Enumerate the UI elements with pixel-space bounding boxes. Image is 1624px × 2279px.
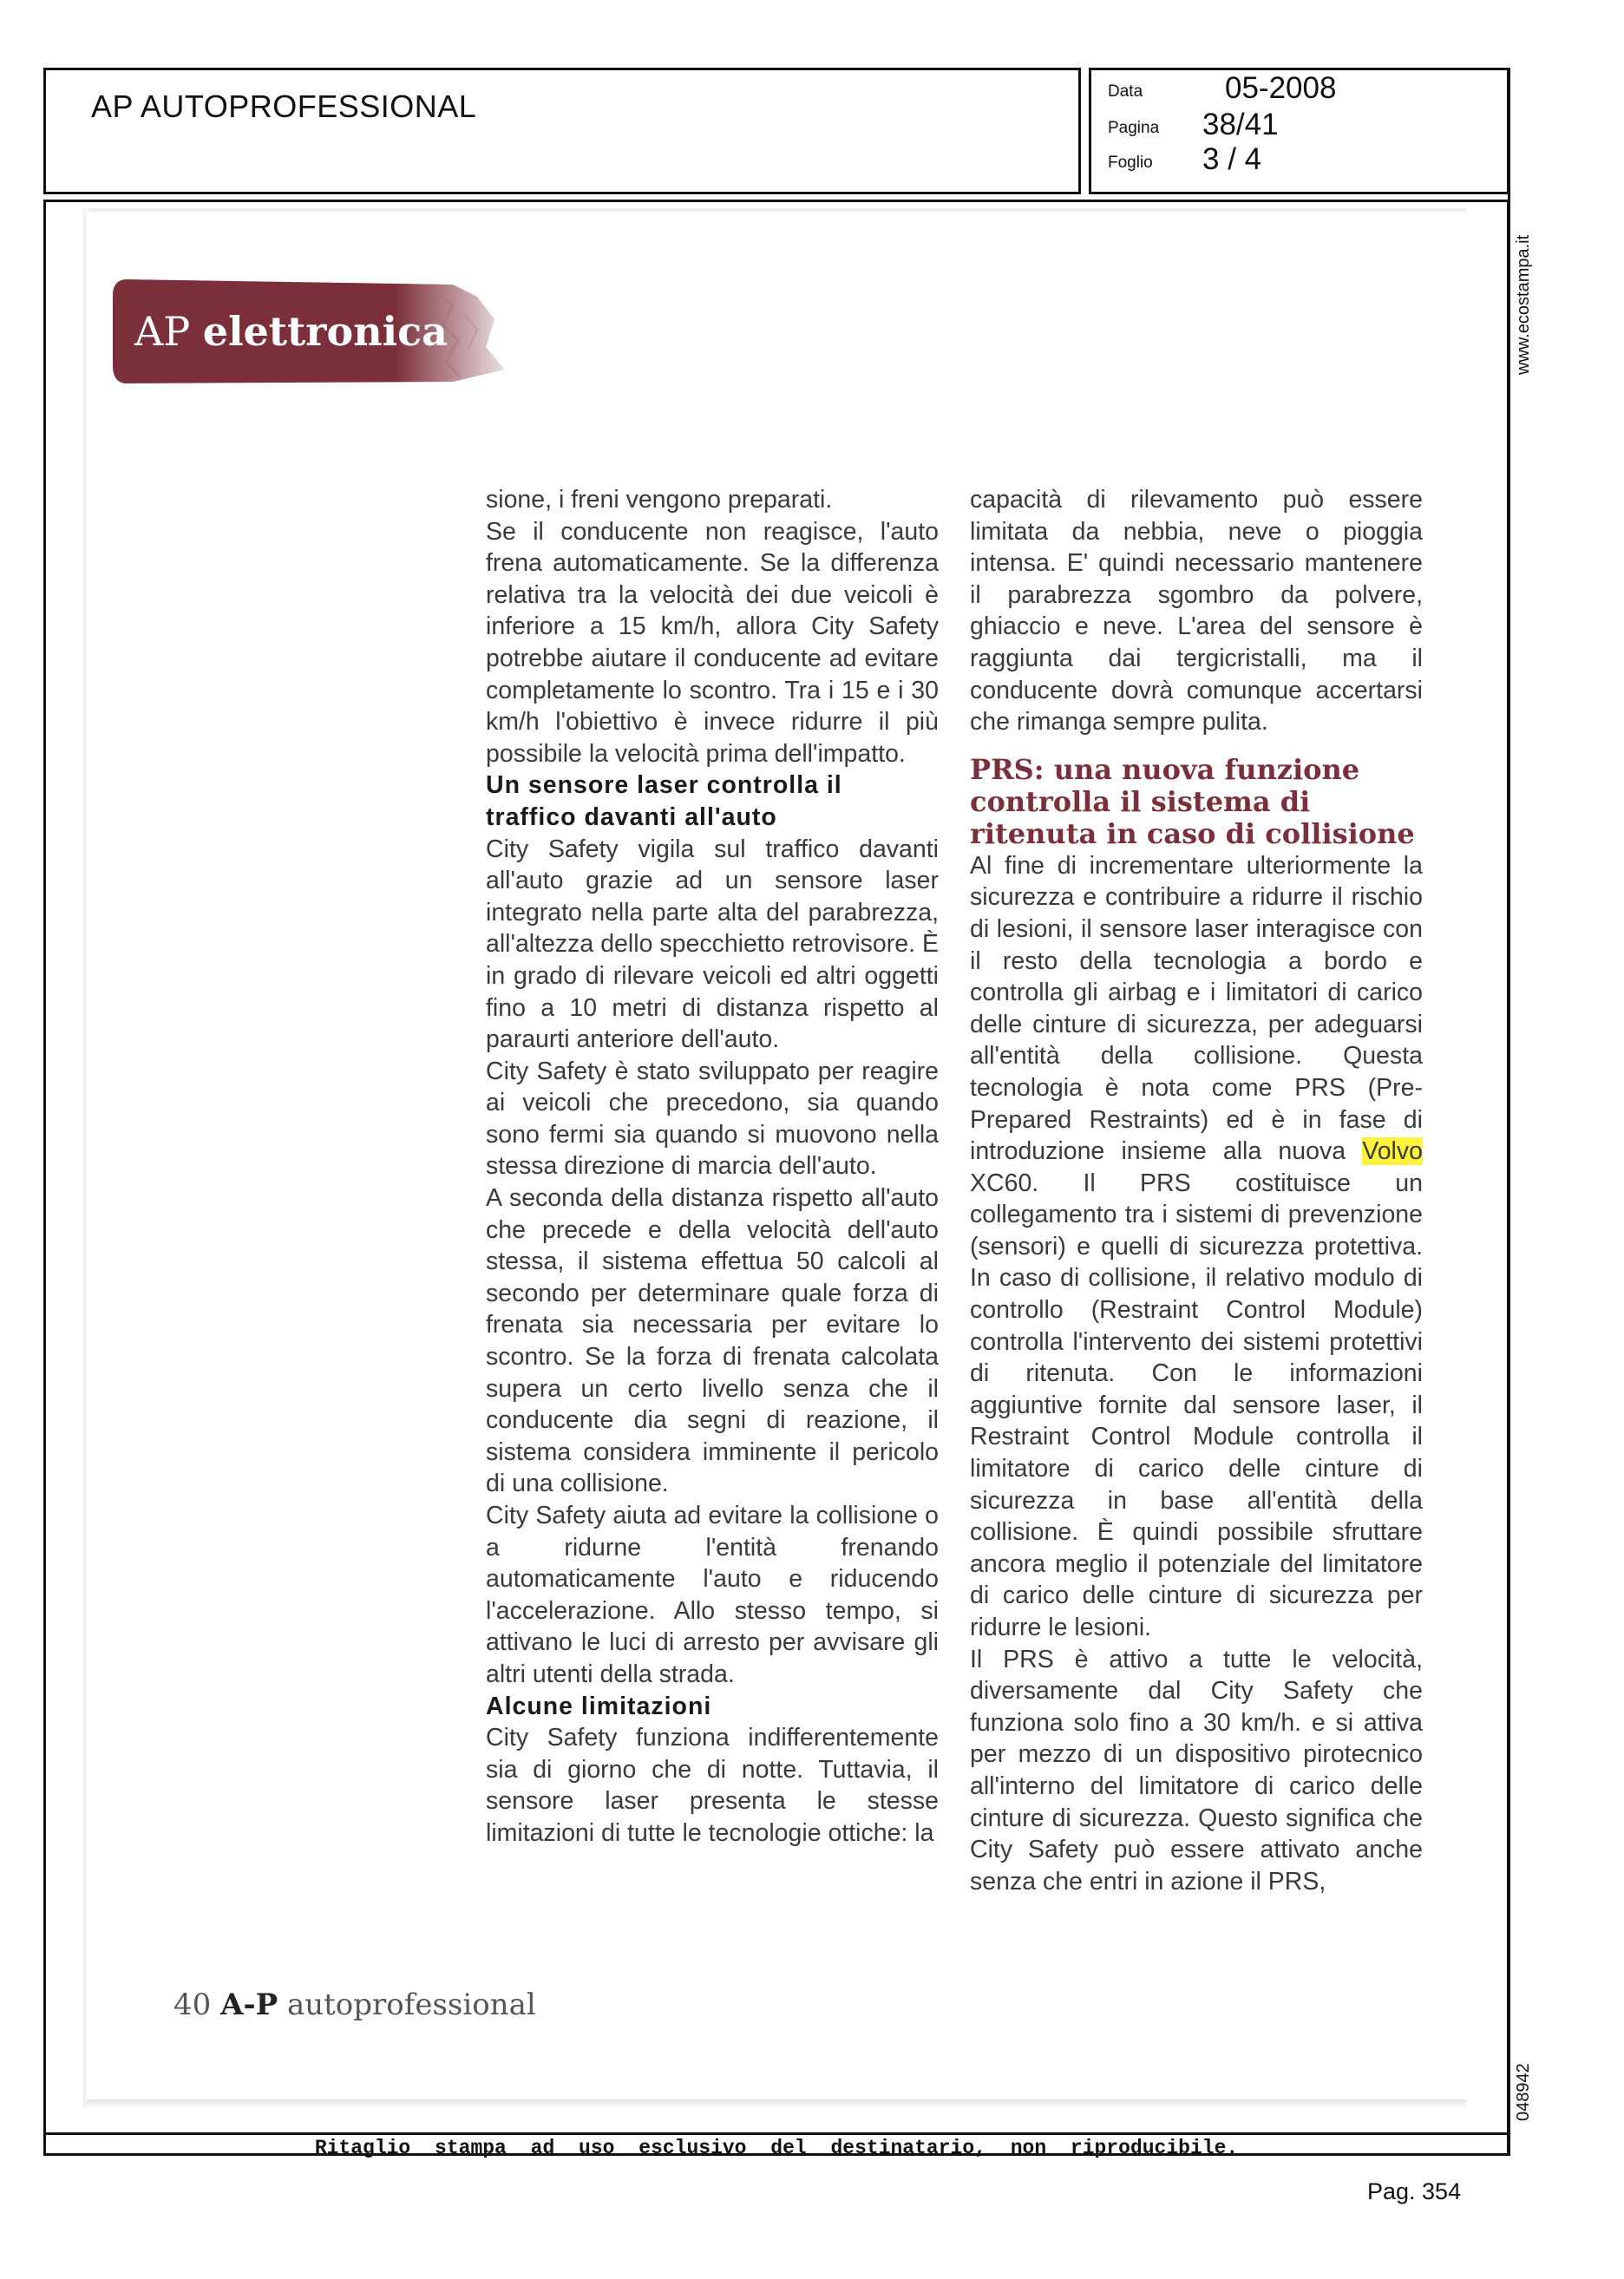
foglio-label: Foglio bbox=[1108, 154, 1153, 172]
subheading-prs: PRS: una nuova funzione controlla il sistema di ritenuta in caso di collisione bbox=[970, 752, 1415, 850]
highlighted-keyword: Volvo bbox=[1362, 1137, 1423, 1166]
article-left-column bbox=[486, 484, 939, 1850]
paragraph: sione, i freni vengono preparati. bbox=[486, 486, 833, 514]
paragraph: Se il conducente non reagisce, l'auto frena automaticamente. Se la differenza relativa tra la velocità dei due veicoli è inferiore a 15 km/h, allora City Safety potrebbe aiutare il conducente ad evitare completamente lo scontro. Tra i 15 e i 30 km/h l'obiettivo è invece ridurre il più possibile la velocità prima dell'impatto. bbox=[486, 517, 939, 768]
paragraph-text: Al fine di incrementare ulteriormente la sicurezza e contribuire a ridurre il rischio di lesioni, il sensore laser interagisce con il resto della tecnologia a bordo e controlla gli airbag e i limitatori di carico delle cinture di sicurezza, per adeguarsi all'entità della collisione. Questa tecnologia è nota come PRS (Pre-Prepared Restraints) ed è in fase di introduzione insieme alla nuova bbox=[970, 851, 1423, 1166]
paragraph: capacità di rilevamento può essere limitata da nebbia, neve o pioggia intensa. E' quindi necessario mantenere il parabrezza sgombro da polvere, ghiaccio e neve. L'area del sensore è raggiunta dai tergicristalli, ma il conducente dovrà comunque accertarsi che rimanga sempre pulita. bbox=[970, 486, 1423, 737]
section-prefix: AP bbox=[134, 308, 191, 355]
footer-rule bbox=[43, 2132, 1509, 2135]
article-right-column bbox=[970, 484, 1423, 1897]
scan-shadow-left bbox=[83, 208, 88, 2108]
folio-page-number: 40 bbox=[174, 1988, 212, 2022]
paragraph: City Safety aiuta ad evitare la collisione o a ridurne l'entità frenando automaticamente l'auto e riducendo l'accelerazione. Allo stesso tempo, si attivano le luci di arresto per avvisare gli altri utenti della strada. bbox=[486, 1502, 939, 1688]
paragraph: Il PRS è attivo a tutte le velocità, diversamente dal City Safety che funziona solo fino a 30 km/h. e si attiva per mezzo di un dispositivo pirotecnico all'interno del limitatore di carico delle cinture di sicurezza. Questo significa che City Safety può essere attivato anche senza che entri in azione il PRS, bbox=[970, 1645, 1423, 1896]
page-count: Pag. 354 bbox=[1367, 2178, 1462, 2204]
website-vertical: www.ecostampa.it bbox=[1514, 234, 1533, 375]
scan-shadow-bottom bbox=[87, 2099, 1466, 2108]
scan-shadow-top bbox=[87, 208, 1466, 212]
foglio-value: 3 / 4 bbox=[1202, 142, 1262, 176]
pagina-label: Pagina bbox=[1108, 119, 1160, 137]
folio-magazine: autoprofessional bbox=[286, 1988, 536, 2022]
pagina-value: 38/41 bbox=[1202, 108, 1279, 141]
paragraph: City Safety è stato sviluppato per reagire ai veicoli che precedono, sia quando sono fermi sia quando si muovono nella stessa direzione di marcia dell'auto. bbox=[486, 1057, 939, 1181]
data-label: Data bbox=[1108, 82, 1143, 101]
right-frame-line bbox=[1508, 68, 1510, 2156]
subheading: Un sensore laser controlla il traffico davanti all'auto bbox=[486, 771, 842, 831]
section-title bbox=[134, 308, 448, 355]
paragraph: A seconda della distanza rispetto all'auto che precede e della velocità dell'auto stessa, il sistema effettua 50 calcoli al secondo per determinare quale forza di frenata sia necessaria per evitare lo scontro. Se la forza di frenata calcolata supera un certo livello senza che il conducente dia segni di reazione, il sistema considera imminente il pericolo di una collisione. bbox=[486, 1184, 939, 1498]
paragraph bbox=[970, 850, 1423, 1644]
section-name: elettronica bbox=[202, 308, 448, 355]
data-value: 05-2008 bbox=[1225, 71, 1337, 105]
paragraph-text: XC60. Il PRS costituisce un collegamento tra i sistemi di prevenzione (sensori) e quelli di sicurezza protettiva. In caso di collisione, il relativo modulo di controllo (Restraint Control Module) controlla l'intervento dei sistemi protettivi di ritenuta. Con le informazioni aggiuntive fornite dal sensore laser, il Restraint Control Module controlla il limitatore di carico delle cinture di sicurezza in base all'entità della collisione. È quindi possibile sfruttare ancora meglio il potenziale del limitatore di carico delle cinture di sicurezza per ridurre le lesioni. bbox=[970, 1169, 1423, 1641]
clipping-code-vertical: 048942 bbox=[1514, 2063, 1533, 2121]
paragraph: City Safety vigila sul traffico davanti all'auto grazie ad un sensore laser integrato nella parte alta del parabrezza, all'altezza dello specchietto retrovisore. È in grado di rilevare veicoli ed altri oggetti fino a 10 metri di distanza rispetto al paraurti anteriore dell'auto. bbox=[486, 835, 939, 1054]
page-folio bbox=[174, 1988, 536, 2022]
subheading: Alcune limitazioni bbox=[486, 1692, 712, 1720]
clipping-disclaimer: Ritaglio stampa ad uso esclusivo del destinatario, non riproducibile. bbox=[314, 2137, 1239, 2159]
publication-name: AP AUTOPROFESSIONAL bbox=[91, 88, 477, 124]
paragraph: City Safety funziona indifferentemente sia di giorno che di notte. Tuttavia, il sensore laser presenta le stesse limitazioni di tutte le tecnologie ottiche: la bbox=[486, 1724, 939, 1847]
header-publication-box bbox=[43, 68, 1081, 194]
folio-brand: A-P bbox=[220, 1988, 278, 2022]
